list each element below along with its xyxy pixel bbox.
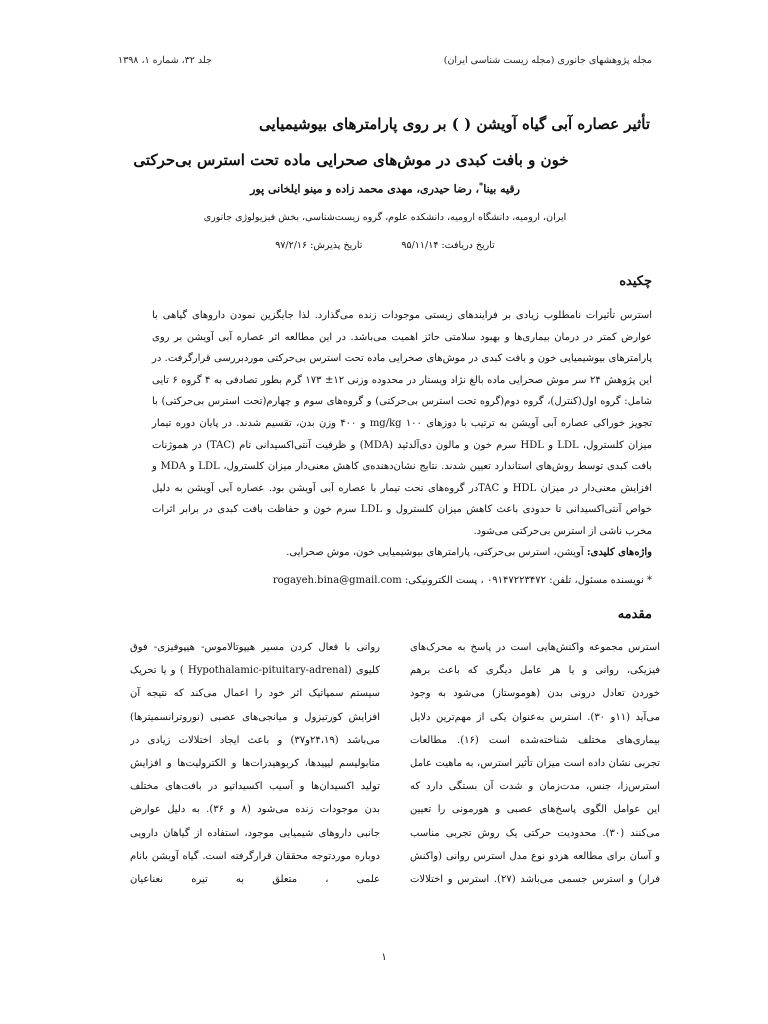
intro-right-line: می‌آید (۱۱و ۳۰). استرس به‌عنوان یکی از مهم‌ترین دلایل (410, 711, 660, 723)
author-list (118, 180, 652, 196)
intro-left-line: افزایش کورتیزول و میانجی‌های عصبی (نوروترانسمیترها) (130, 711, 380, 723)
corresponding-author-note (118, 572, 652, 590)
intro-right-line: این عوامل الگوی پاسخ‌های عصبی و هورمونی را تعیین (410, 804, 660, 816)
first-author: رقیه بینا (483, 182, 520, 196)
title-line-1: تأثیر عصاره آبی گیاه آویشن ( ) بر روی پارامترهای بیوشیمیایی (259, 115, 650, 133)
intro-right-line: خوردن تعادل درونی بدن (هوموستاز) می‌شود به وجود (410, 688, 660, 700)
intro-left-line: متابولیسم لیپیدها، کربوهیدرات‌ها و الکترولیت‌ها و افزایش (130, 758, 380, 770)
received-date: تاریخ دریافت: ۹۵/۱۱/۱۴ (401, 240, 495, 251)
introduction-heading: مقدمه (617, 607, 652, 622)
intro-left-line: بدن موجودات زنده می‌شود (۸ و ۳۶). به دلیل عوارض (130, 804, 380, 816)
keywords (152, 544, 652, 562)
corresponding-email: rogayeh.bina@gmail.com (272, 575, 402, 586)
title-line-2: خون و بافت کبدی در موش‌های صحرایی ماده تحت استرس بی‌حرکتی (133, 151, 569, 169)
intro-left-line: می‌باشد (۲۴،۱۹و۳۷) و باعث ایجاد اختلالات زیادی در (130, 734, 380, 746)
abstract-text: استرس تأثیرات نامطلوب زیادی بر فرایندهای زیستی موجودات زنده می‌گذارد. لذا جایگزین نمودن داروهای گیاهی با عوارض کمتر در درمان بیماری‌ها و بهبود سلامتی حائز اهمیت می‌باشد. در این مطالعه اثر عصاره آبی آویشن بر روی پارامترهای بیوشیمیایی خون و بافت کبدی در موش‌های صحرایی ماده تحت استرس بی‌حرکتی موردبررسی قرارگرفت. در این پژوهش ۲۴ سر موش صحرایی ماده بالغ نژاد ویستار در محدوده وزنی ۱۲± ۱۷۳ گرم بطور تصادفی به ۴ گروه ۶ تایی شامل: گروه اول(کنترل)، گروه دوم(گروه تحت استرس بی‌حرکتی) و گروه‌های سوم و چهارم(تحت استرس بی‌حرکتی) با تجویز خوراکی عصاره آبی آویشن به ترتیب با دوزهای mg/kg ۱۰۰ و ۴۰۰ وزن بدن، تقسیم شدند. در پایان دوره تیمار میزان کلسترول، LDL و HDL سرم خون و مالون دی‌آلدئید (MDA) و ظرفیت آنتی‌اکسیدانی تام (TAC) در هموژنات بافت کبدی توسط روش‌های استاندارد تعیین شدند. نتایج نشان‌دهنده‌ی کاهش معنی‌دار میزان کلسترول، LDL و MDA و افزایش معنی‌دار در میزان HDL و TACدر گروه‌های تحت تیمار با عصاره آبی آویشن بود. عصاره آبی آویشن به دلیل خواص آنتی‌اکسیدانی تا حدودی باعث کاهش میزان کلسترول و LDL سرم خون و حفاظت بافت کبدی در برابر اثرات مخرب ناشی از استرس بی‌حرکتی می‌شود. (152, 310, 653, 537)
intro-right-line: بیماری‌های مختلف شناخته‌شده است (۱۶). مطالعات (410, 734, 660, 746)
intro-right-line: و آسان برای مطالعه هردو نوع مدل استرس روانی (واکنش (410, 850, 660, 862)
corresponding-contact: * نویسنده مسئول، تلفن: ۰۹۱۴۷۲۲۳۴۷۲ ، پست الکترونیکی: (401, 575, 652, 586)
corresponding-marker: * (479, 180, 484, 190)
intro-right-line: فرار) و استرس جسمی می‌باشد (۲۷). استرس و اختلالات (410, 874, 660, 886)
intro-left-line: تولید اکسیدان‌ها و آسیب اکسیداتیو در بافت‌های مختلف (130, 781, 380, 793)
issue-info: جلد ۳۲، شماره ۱، ۱۳۹۸ (118, 55, 212, 66)
abstract-heading: چکیده (619, 274, 652, 289)
other-authors: ، رضا حیدری، مهدی محمد زاده و مینو ایلخانی پور (250, 182, 480, 196)
intro-left-line: علمی ، متعلق به تیره نعناعیان (130, 874, 380, 886)
running-header (118, 52, 652, 70)
intro-column-left (130, 636, 380, 891)
intro-right-line: فیزیکی، روانی و یا هر عامل دیگری که باعث برهم (410, 665, 660, 677)
intro-left-line: سیستم سمپاتیک اثر خود را اعمال می‌کند که نتیجه آن (130, 688, 380, 700)
intro-left-line: کلیوی (Hypothalamic-pituitary-adrenal ) و یا تحریک (130, 665, 380, 677)
intro-left-line: جانبی داروهای شیمیایی موجود، استفاده از گیاهان دارویی (130, 827, 380, 839)
submission-dates (118, 240, 652, 251)
intro-right-line: استرس‌زا، جنس، مدت‌زمان و شدت آن بستگی دارد که (410, 781, 660, 793)
affiliation: ایران، ارومیه، دانشگاه ارومیه، دانشکده علوم، گروه زیست‌شناسی، بخش فیزیولوژی جانوری (203, 212, 567, 223)
accepted-date: تاریخ پذیرش: ۹۷/۲/۱۶ (275, 240, 363, 251)
intro-column-right (410, 636, 660, 891)
intro-right-line: استرس مجموعه واکنش‌هایی است در پاسخ به محرک‌های (410, 642, 660, 653)
intro-right-line: می‌کنند (۳۰). محدودیت حرکتی یک روش تجربی مناسب (410, 827, 660, 839)
intro-left-line: روانی با فعال کردن مسیر هیپوتالاموس- هیپوفیزی- فوق (130, 642, 380, 653)
page-number: ۱ (381, 952, 387, 963)
keywords-label: واژه‌های کلیدی: (586, 547, 652, 558)
keywords-list: آویشن، استرس بی‌حرکتی، پارامترهای بیوشیمیایی خون، موش صحرایی. (286, 547, 587, 558)
intro-left-line: دوباره موردتوجه محققان قرارگرفته است. گیاه آویشن بانام (130, 850, 380, 862)
paper-title (110, 106, 650, 178)
journal-name: مجله پژوهشهای جانوری (مجله زیست شناسی ایران) (443, 55, 652, 66)
intro-right-line: تجربی نشان داده است میزان تأثیر استرس، به ماهیت عامل (410, 758, 660, 770)
